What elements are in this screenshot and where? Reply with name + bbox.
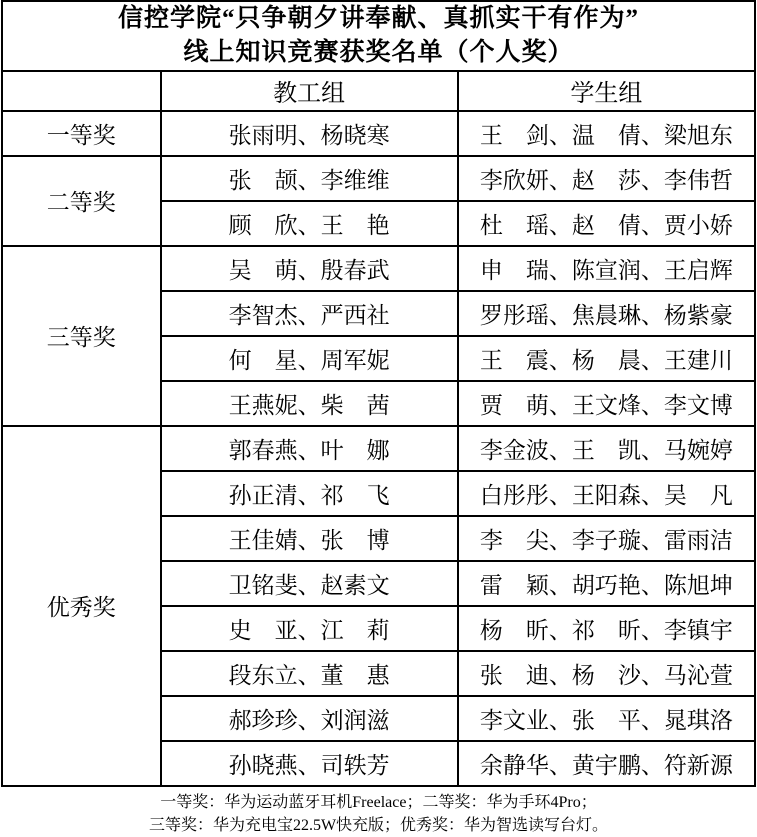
- title-row: [2, 1, 755, 71]
- student-names: 张 迪、杨 沙、马沁萱: [458, 651, 755, 696]
- award-table: [1, 0, 756, 787]
- staff-names: 郭春燕、叶 娜: [161, 426, 458, 471]
- student-names: 王 剑、温 倩、梁旭东: [458, 111, 755, 156]
- header-student-group: 学生组: [458, 71, 755, 111]
- prize-note-line-2: 三等奖：华为充电宝22.5W快充版；优秀奖：华为智选读写台灯。: [148, 816, 609, 834]
- staff-names: 吴 萌、殷春武: [161, 246, 458, 291]
- student-names: 余静华、黄宇鹏、符新源: [458, 741, 755, 786]
- student-names: 李金波、王 凯、马婉婷: [458, 426, 755, 471]
- staff-names: 孙正清、祁 飞: [161, 471, 458, 516]
- title-line-1: 信控学院“只争朝夕讲奉献、真抓实干有作为”: [117, 5, 639, 32]
- student-names: 雷 颖、胡巧艳、陈旭坤: [458, 561, 755, 606]
- header-prize: [2, 71, 161, 111]
- prize-label: 二等奖: [2, 156, 161, 246]
- staff-names: 张 颉、李维维: [161, 156, 458, 201]
- staff-names: 李智杰、严西社: [161, 291, 458, 336]
- header-row: [2, 71, 755, 111]
- student-names: 白彤彤、王阳森、吴 凡: [458, 471, 755, 516]
- prize-note-line-1: 一等奖：华为运动蓝牙耳机Freelace；二等奖：华为手环4Pro；: [160, 793, 597, 811]
- student-names: 王 震、杨 晨、王建川: [458, 336, 755, 381]
- header-staff-group: 教工组: [161, 71, 458, 111]
- student-names: 贾 萌、王文烽、李文博: [458, 381, 755, 426]
- staff-names: 顾 欣、王 艳: [161, 201, 458, 246]
- staff-names: 王燕妮、柴 茜: [161, 381, 458, 426]
- prize-notes: [0, 791, 757, 837]
- table-row: [2, 426, 755, 471]
- student-names: 杜 瑶、赵 倩、贾小娇: [458, 201, 755, 246]
- table-row: [2, 111, 755, 156]
- table-row: [2, 156, 755, 201]
- table-row: [2, 246, 755, 291]
- student-names: 杨 昕、祁 昕、李镇宇: [458, 606, 755, 651]
- prize-label: 一等奖: [2, 111, 161, 156]
- staff-names: 段东立、董 惠: [161, 651, 458, 696]
- prize-label: 三等奖: [2, 246, 161, 426]
- staff-names: 郝珍珍、刘润滋: [161, 696, 458, 741]
- student-names: 李 尖、李子璇、雷雨洁: [458, 516, 755, 561]
- student-names: 李文业、张 平、晁琪洛: [458, 696, 755, 741]
- award-table-body: [2, 1, 755, 786]
- student-names: 李欣妍、赵 莎、李伟哲: [458, 156, 755, 201]
- student-names: 罗彤瑶、焦晨琳、杨紫豪: [458, 291, 755, 336]
- staff-names: 何 星、周军妮: [161, 336, 458, 381]
- staff-names: 张雨明、杨晓寒: [161, 111, 458, 156]
- prize-label: 优秀奖: [2, 426, 161, 786]
- staff-names: 卫铭斐、赵素文: [161, 561, 458, 606]
- staff-names: 王佳婧、张 博: [161, 516, 458, 561]
- document-title: [2, 1, 755, 71]
- staff-names: 史 亚、江 莉: [161, 606, 458, 651]
- staff-names: 孙晓燕、司轶芳: [161, 741, 458, 786]
- student-names: 申 瑞、陈宣润、王启辉: [458, 246, 755, 291]
- title-line-2: 线上知识竞赛获奖名单（个人奖）: [183, 38, 574, 66]
